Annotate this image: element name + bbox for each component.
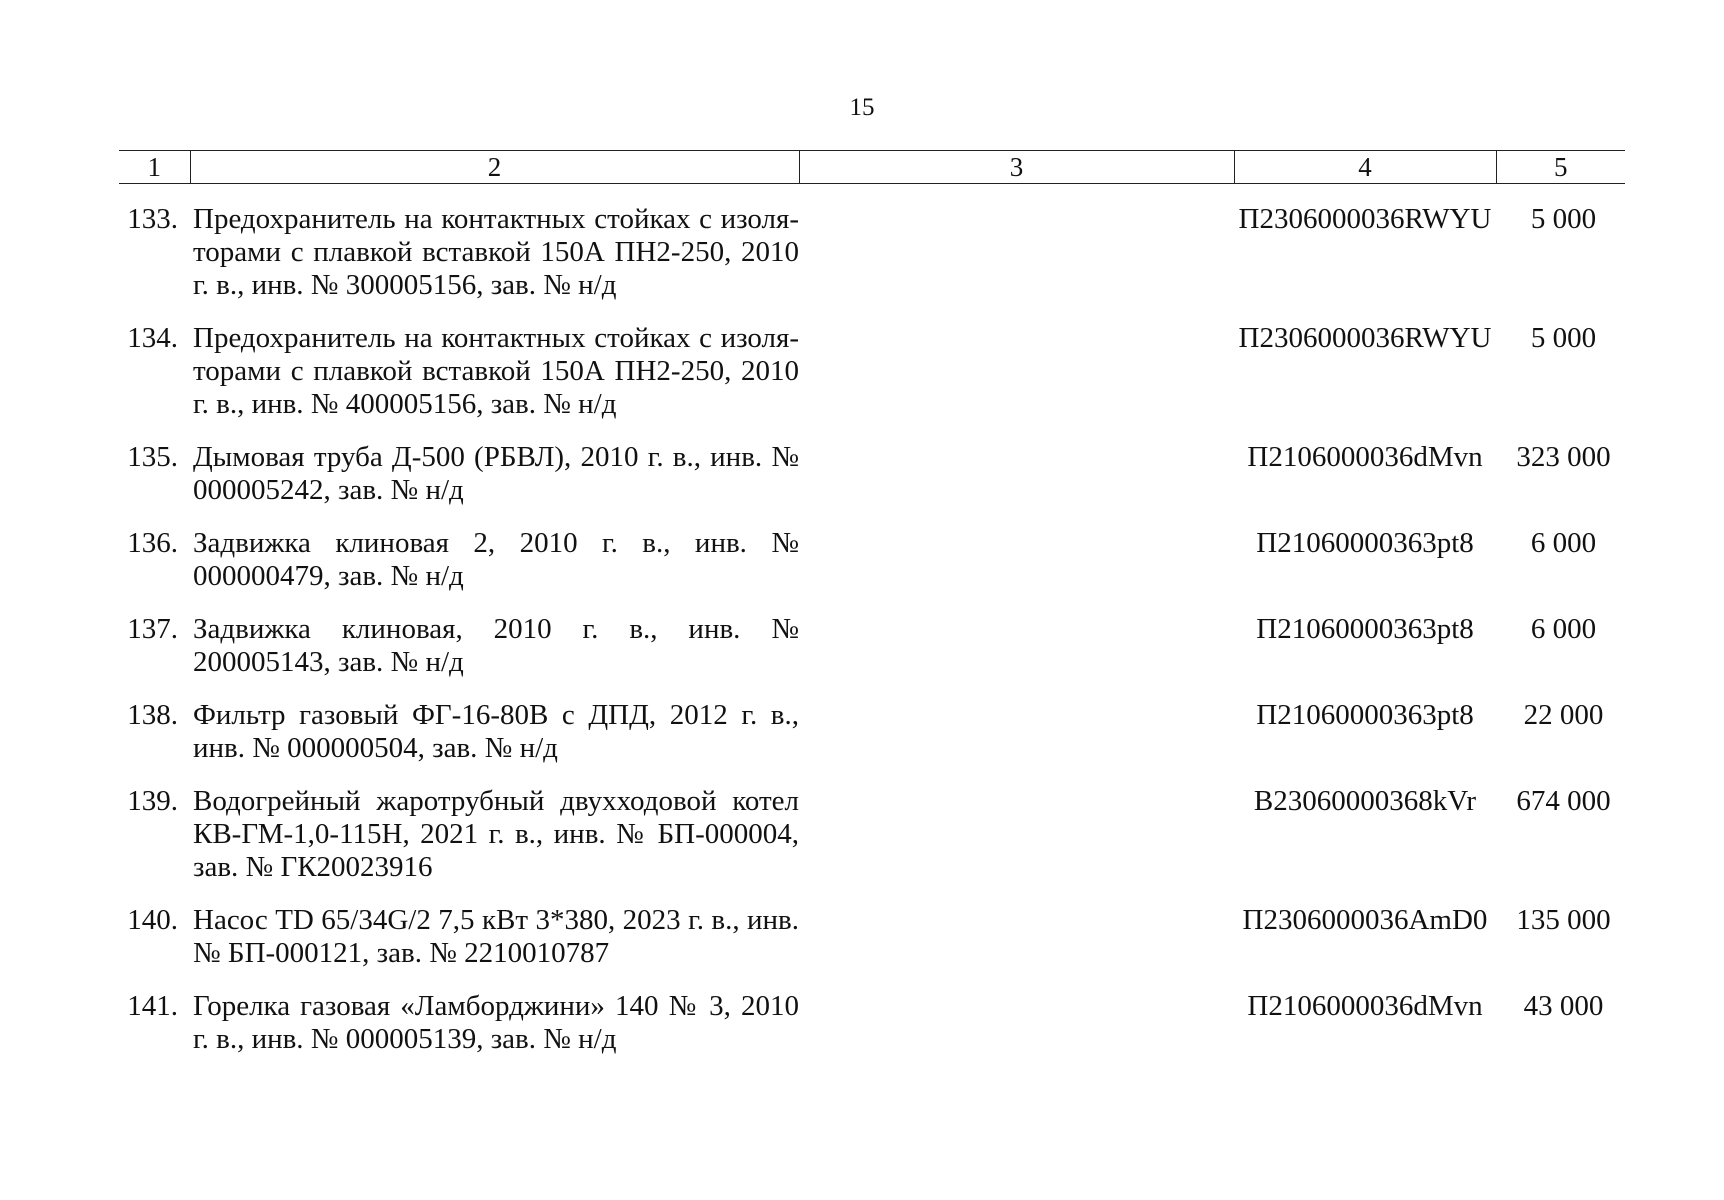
column-number-row — [119, 151, 1625, 184]
item-price: 22 000 — [1523, 699, 1604, 731]
column-header-2: 2 — [190, 151, 799, 184]
item-description: Задвижка клиновая, 2010 г. в., инв. № 200005143, зав. № н/д — [193, 613, 799, 678]
item-description: Предохранитель на контактных стойках с изоля-торами с плавкой вставкой 150А ПН2-250, 2010 г. в., инв. № 300005156, зав. № н/д — [193, 203, 799, 301]
item-description: Насос TD 65/34G/2 7,5 кВт 3*380, 2023 г. в., инв. № БП-000121, зав. № 2210010787 — [193, 904, 799, 969]
item-description: Дымовая труба Д-500 (РБВЛ), 2010 г. в., инв. № 000005242, зав. № н/д — [193, 441, 799, 506]
item-price: 5 000 — [1530, 322, 1597, 354]
item-price: 6 000 — [1530, 613, 1597, 645]
item-price: 43 000 — [1523, 990, 1604, 1022]
item-code: В23060000368kVr — [1253, 785, 1477, 817]
table-row — [119, 527, 1625, 613]
table-row — [119, 990, 1625, 1076]
column-3-cell — [799, 184, 1234, 323]
property-table — [119, 150, 1625, 1076]
row-number: 138. — [127, 699, 178, 731]
item-code: П2306000036AmD0 — [1242, 904, 1488, 936]
table-header — [119, 151, 1625, 184]
row-number: 134. — [127, 322, 178, 354]
item-description: Фильтр газовый ФГ-16-80В с ДПД, 2012 г. в., инв. № 000000504, зав. № н/д — [193, 699, 799, 764]
row-number: 136. — [127, 527, 178, 559]
column-header-3: 3 — [799, 151, 1234, 184]
column-3-cell — [799, 904, 1234, 990]
column-3-cell — [799, 322, 1234, 441]
column-3-cell — [799, 613, 1234, 699]
table-row — [119, 699, 1625, 785]
item-price: 6 000 — [1530, 527, 1597, 559]
item-description: Водогрейный жаротрубный двухходовой котел КВ-ГМ-1,0-115Н, 2021 г. в., инв. № БП-000004, зав. № ГК20023916 — [193, 785, 799, 883]
column-3-cell — [799, 785, 1234, 904]
table-row — [119, 785, 1625, 904]
row-number: 135. — [127, 441, 178, 473]
item-price: 323 000 — [1516, 441, 1611, 473]
column-header-4: 4 — [1234, 151, 1496, 184]
item-code: П2306000036RWYU — [1238, 322, 1492, 354]
item-description: Горелка газовая «Ламборджини» 140 № 3, 2010 г. в., инв. № 000005139, зав. № н/д — [193, 990, 799, 1055]
row-number: 140. — [127, 904, 178, 936]
column-3-cell — [799, 527, 1234, 613]
table-body — [119, 184, 1625, 1077]
row-number: 141. — [127, 990, 178, 1022]
item-code: П2106000036dMvn — [1247, 990, 1483, 1022]
row-number: 133. — [127, 203, 178, 235]
item-price: 674 000 — [1516, 785, 1611, 817]
item-description: Задвижка клиновая 2, 2010 г. в., инв. № 000000479, зав. № н/д — [193, 527, 799, 592]
item-code: П2306000036RWYU — [1238, 203, 1492, 235]
item-description: Предохранитель на контактных стойках с изоля-торами с плавкой вставкой 150А ПН2-250, 2010 г. в., инв. № 400005156, зав. № н/д — [193, 322, 799, 420]
column-3-cell — [799, 441, 1234, 527]
row-number: 137. — [127, 613, 178, 645]
table-row — [119, 322, 1625, 441]
item-code: П21060000363pt8 — [1256, 613, 1474, 645]
item-code: П21060000363pt8 — [1256, 699, 1474, 731]
item-code: П21060000363pt8 — [1256, 527, 1474, 559]
row-number: 139. — [127, 785, 178, 817]
table-row — [119, 904, 1625, 990]
table-row — [119, 613, 1625, 699]
column-header-1: 1 — [119, 151, 190, 184]
item-price: 135 000 — [1516, 904, 1611, 936]
table-row — [119, 441, 1625, 527]
item-code: П2106000036dMvn — [1247, 441, 1483, 473]
column-header-5: 5 — [1496, 151, 1625, 184]
table-row — [119, 184, 1625, 323]
page-number: 15 — [849, 94, 875, 121]
column-3-cell — [799, 699, 1234, 785]
column-3-cell — [799, 990, 1234, 1076]
item-price: 5 000 — [1530, 203, 1597, 235]
